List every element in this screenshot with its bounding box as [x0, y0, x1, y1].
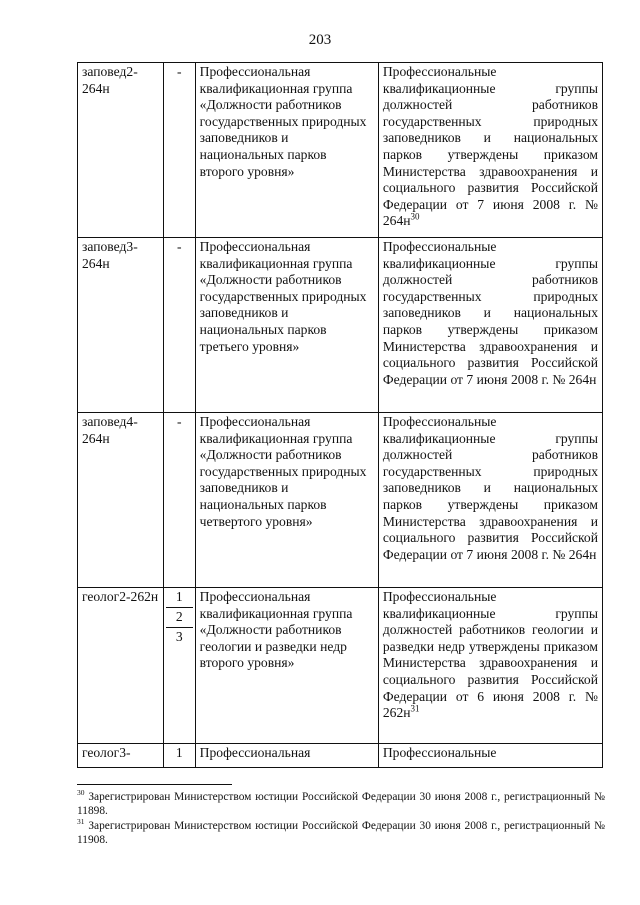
qualification-groups-table: [77, 62, 603, 768]
group-cell: Профессиональная квалификационная группа «Должности работников геологии и разведки недр второго уровня»: [195, 588, 378, 744]
basis-cell: Профессиональные: [378, 744, 602, 768]
footnote-ref: 30: [410, 211, 420, 222]
level-cell: [163, 588, 195, 744]
group-cell: Профессиональная: [195, 744, 378, 768]
footnote-30: $^{30}$ Зарегистрирован Министерством юстиции Российской Федерации 30 июня 2008 г., регистрационный № 11898.: [77, 788, 605, 817]
level-cell: -: [163, 413, 195, 588]
basis-cell: Профессиональные квалификационные группы должностей работников геологии и разведки недр утверждены приказом Министерства здравоохранения и социального развития Российской Федерации от 6 июня 2008 г. № $262н^{31}$: [378, 588, 602, 744]
page-number: 203: [308, 32, 332, 48]
code-cell: заповед3-264н: [78, 238, 164, 413]
group-cell: Профессиональная квалификационная группа «Должности работников государственных природных заповедников и национальных парков третьего уровня»: [195, 238, 378, 413]
level-1: 1: [175, 589, 183, 604]
table-row: [78, 413, 603, 588]
code-cell: геолог3-: [78, 744, 164, 768]
level-cell: 1: [163, 744, 195, 768]
group-cell: Профессиональная квалификационная группа «Должности работников государственных природных заповедников и национальных парков четвертого уровня»: [195, 413, 378, 588]
level-3: 3: [166, 627, 193, 647]
code-cell: геолог2-262н: [78, 588, 164, 744]
group-cell: Профессиональная квалификационная группа «Должности работников государственных природных заповедников и национальных парков второго уровня»: [195, 63, 378, 238]
basis-cell: Профессиональные квалификационные группы должностей работников государственных природных заповедников и национальных парков утверждены приказом Министерства здравоохранения и социального развития Российской Федерации от 7 июня 2008 г. № 264н: [378, 238, 602, 413]
table-row: [78, 238, 603, 413]
level-cell: -: [163, 238, 195, 413]
level-2: 2: [166, 607, 193, 627]
footnotes: [77, 790, 605, 848]
table-row: [78, 588, 603, 744]
level-cell: -: [163, 63, 195, 238]
table-row: [78, 63, 603, 238]
table-row: [78, 744, 603, 768]
code-cell: заповед4-264н: [78, 413, 164, 588]
footnote-ref: 31: [410, 703, 420, 714]
footnote-separator: [77, 784, 232, 785]
basis-cell: Профессиональные квалификационные группы должностей работников государственных природных заповедников и национальных парков утверждены приказом Министерства здравоохранения и социального развития Российской Федерации от 7 июня 2008 г. № $264н^{30}$: [378, 63, 602, 238]
basis-cell: Профессиональные квалификационные группы должностей работников государственных природных заповедников и национальных парков утверждены приказом Министерства здравоохранения и социального развития Российской Федерации от 7 июня 2008 г. № 264н: [378, 413, 602, 588]
code-cell: заповед2-264н: [78, 63, 164, 238]
footnote-31: $^{31}$ Зарегистрирован Министерством юстиции Российской Федерации 30 июня 2008 г., регистрационный № 11908.: [77, 817, 605, 846]
